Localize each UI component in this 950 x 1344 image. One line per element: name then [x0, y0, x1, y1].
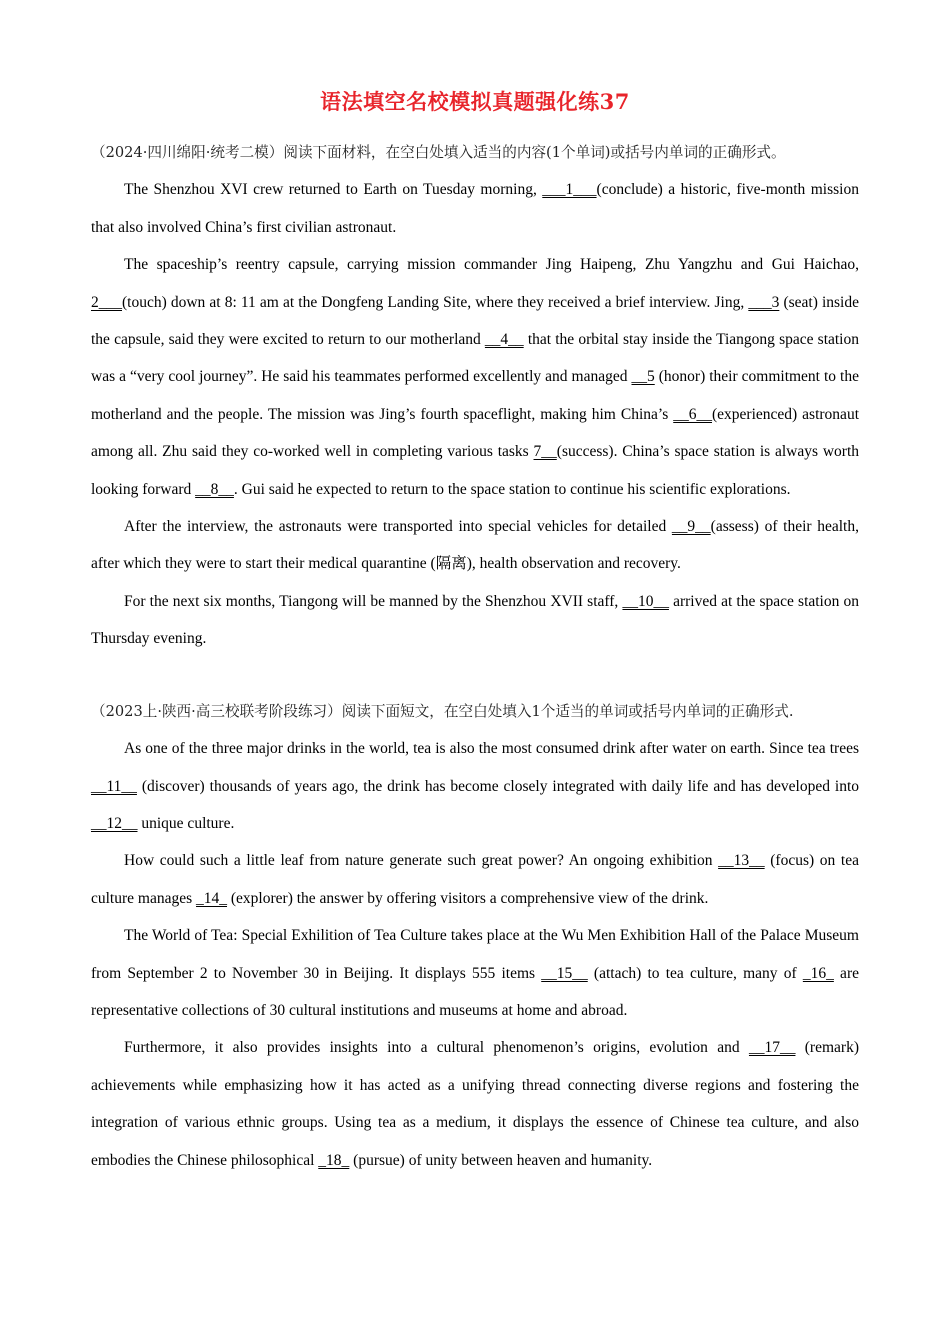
answer-blank: _18_	[318, 1151, 350, 1169]
answer-blank: __11__	[91, 777, 137, 795]
answer-blank: 7__	[533, 443, 557, 461]
section2-paragraph	[91, 1029, 859, 1179]
passage-text: (explorer) the answer by offering visitors a comprehensive view of the drink.	[227, 889, 709, 907]
answer-blank: __6__	[673, 405, 712, 423]
answer-blank: __10__	[622, 592, 669, 610]
section2-paragraph	[91, 730, 859, 842]
answer-blank: __12__	[91, 814, 138, 832]
passage-text: (touch) down at 8: 11 am at the Dongfeng Landing Site, where they received a brief interview. Jing,	[122, 293, 749, 311]
answer-blank: __15__	[541, 964, 588, 982]
passage-text: that the orbital stay inside the Tiangong space station was a “very cool journey”. He said his teammates performed excellently and managed	[91, 331, 859, 386]
answer-blank: _14_	[196, 889, 228, 907]
answer-blank: ___3	[748, 293, 780, 311]
answer-blank: __4__	[484, 331, 524, 349]
passage-text: The World of Tea: Special Exhilition of Tea Culture takes place at the Wu Men Exhibition Hall of the Palace Museum from September 2 to November 30 in Beijing. It displays 555 items	[91, 927, 859, 982]
answer-blank: __9__	[671, 518, 711, 536]
passage-text: (remark) achievements while emphasizing how it has acted as a unifying thread connecting diverse regions and fostering the integration of various ethnic groups. Using tea as a medium, it displays the essence of Chinese tea culture, and also embodies the Chinese philosophical	[91, 1039, 859, 1169]
passage-text: The spaceship’s reentry capsule, carrying mission commander Jing Haipeng, Zhu Yangzhu and Gui Haichao,	[124, 256, 859, 274]
document-content	[91, 134, 859, 1179]
answer-blank: 2___	[91, 293, 122, 311]
answer-blank: __17__	[748, 1039, 796, 1057]
answer-blank: ___1___	[542, 181, 597, 199]
passage-text: (focus) on tea culture manages	[91, 852, 859, 907]
passage-text: are representative collections of 30 cultural institutions and museums at home and abroad.	[91, 964, 859, 1019]
passage-text: (honor) their commitment to the motherland and the people. The mission was Jing’s fourth spaceflight, making him China’s	[91, 368, 859, 423]
passage-text: The Shenzhou XVI crew returned to Earth on Tuesday morning,	[124, 181, 543, 199]
section-gap	[91, 658, 859, 693]
passage-text: (experienced) astronaut among all. Zhu said they co-worked well in completing various tasks	[91, 405, 859, 461]
answer-blank: __8__	[195, 480, 234, 498]
answer-blank: __5	[631, 368, 655, 386]
section2-paragraph	[91, 842, 859, 917]
section1-paragraph	[91, 583, 859, 658]
passage-text: As one of the three major drinks in the world, tea is also the most consumed drink after water on earth. Since tea trees	[124, 740, 859, 758]
passage-text: unique culture.	[137, 814, 235, 832]
section1-paragraph	[91, 508, 859, 583]
section1-paragraph	[91, 171, 859, 246]
section1-instructions: （2024·四川绵阳·统考二模）阅读下面材料，在空白处填入适当的内容(1个单词)或括号内单词的正确形式。	[91, 144, 786, 161]
answer-blank: _16_	[802, 964, 834, 982]
passage-text: Furthermore, it also provides insights into a cultural phenomenon’s origins, evolution and	[124, 1039, 749, 1057]
passage-text: (discover) thousands of years ago, the drink has become closely integrated with daily life and has developed into	[136, 777, 859, 795]
passage-text: arrived at the space station on Thursday evening.	[91, 592, 860, 648]
passage-text: (attach) to tea culture, many of	[587, 964, 803, 982]
answer-blank: __13__	[718, 852, 765, 870]
section2-paragraph	[91, 917, 859, 1029]
passage-text: How could such a little leaf from nature generate such great power? An ongoing exhibition	[124, 852, 719, 870]
passage-text: (conclude) a historic, five-month mission that also involved China’s first civilian astronaut.	[91, 181, 859, 236]
passage-text: (pursue) of unity between heaven and humanity.	[349, 1151, 653, 1169]
page-title: 语法填空名校模拟真题强化练37	[320, 89, 630, 114]
section2-passage	[91, 730, 859, 1179]
passage-text: (success). China’s space station is always worth looking forward	[91, 443, 860, 498]
passage-text: . Gui said he expected to return to the space station to continue his scientific explorations.	[233, 480, 791, 498]
passage-text: For the next six months, Tiangong will be manned by the Shenzhou XVII staff,	[124, 592, 623, 610]
section1-passage	[91, 171, 859, 657]
section2-instructions: （2023上·陕西·高三校联考阶段练习）阅读下面短文，在空白处填入1个适当的单词或括号内单词的正确形式.	[91, 702, 794, 720]
passage-text: (seat) inside the capsule, said they were excited to return to our motherland	[91, 293, 859, 349]
passage-text: (assess) of their health, after which they were to start their medical quarantine (隔离), health observation and recovery.	[91, 518, 859, 573]
passage-text: After the interview, the astronauts were transported into special vehicles for detailed	[124, 518, 672, 536]
section1-paragraph	[91, 246, 859, 508]
